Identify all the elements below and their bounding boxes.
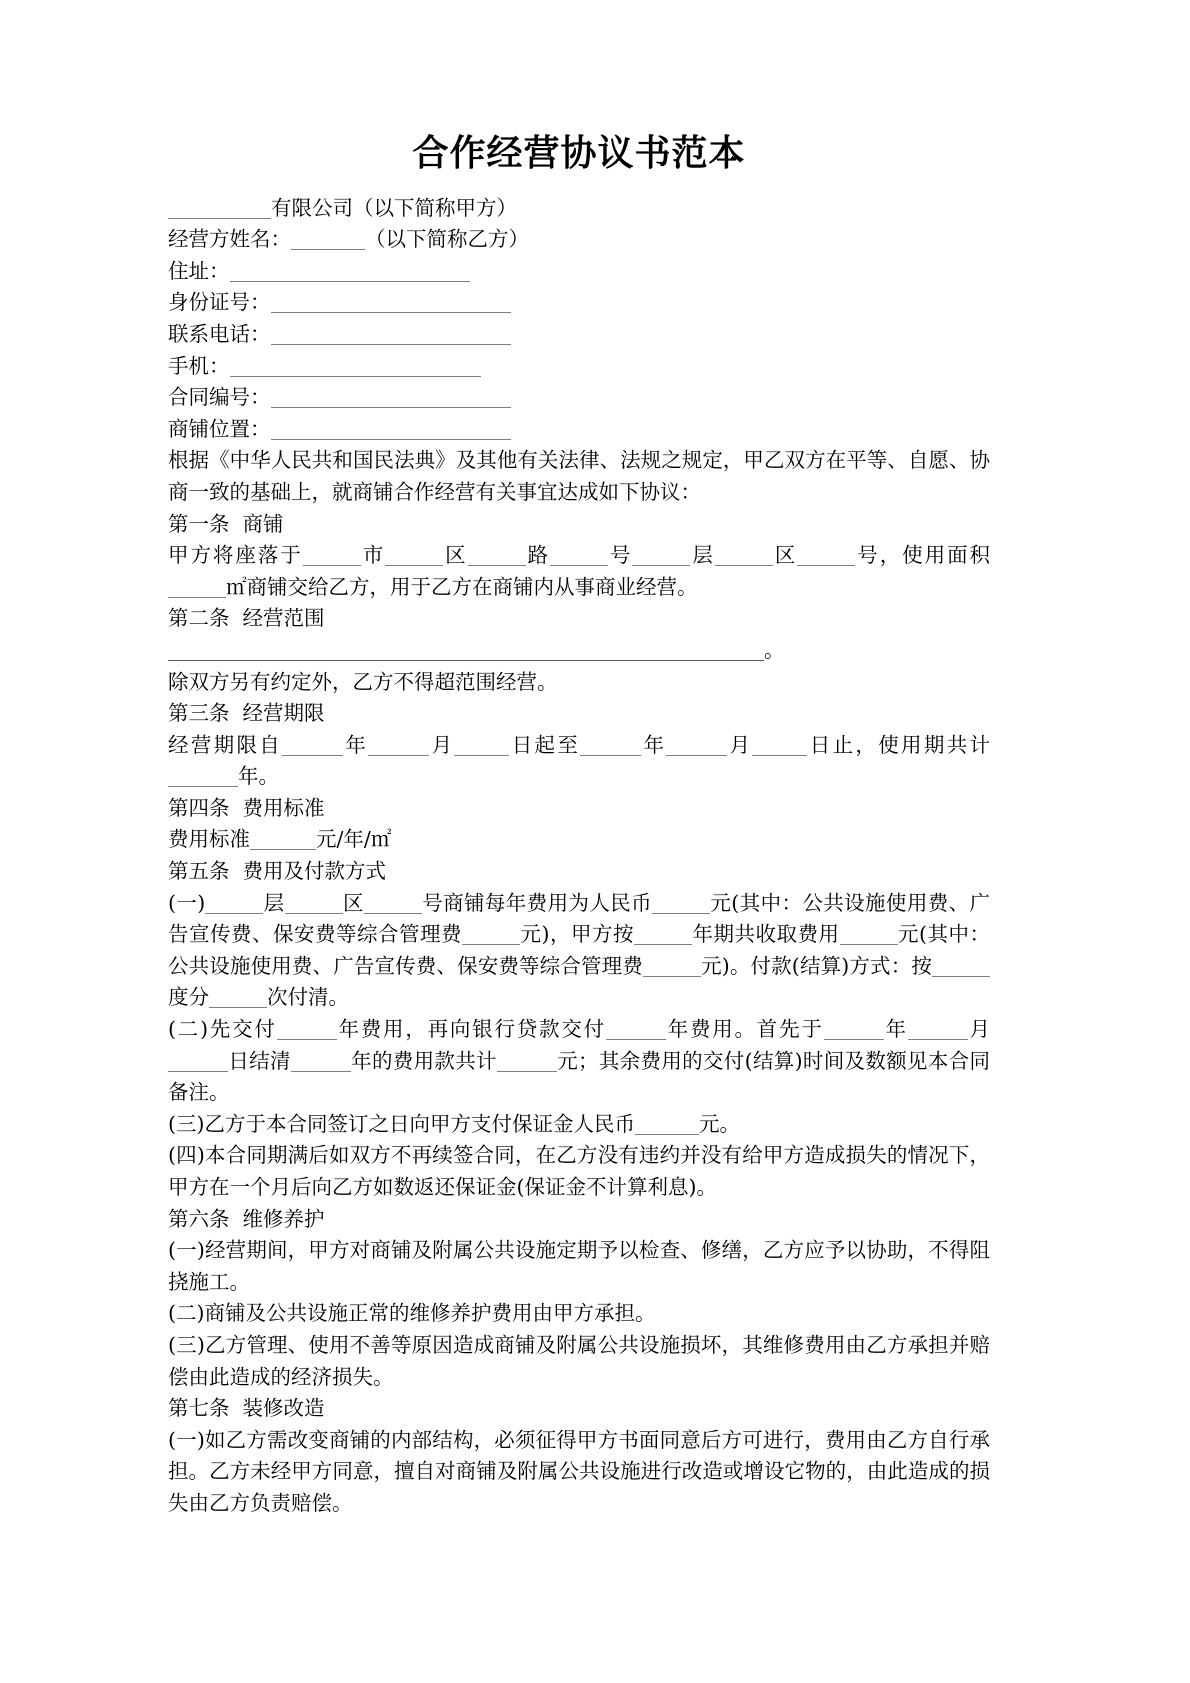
a5i3-t0: 乙方于本合同签订之日向甲方支付保证金人民币 [204,1111,635,1136]
a1-zone-blank[interactable] [715,543,773,566]
party-a-line [168,193,990,225]
a3-start-day-blank[interactable] [454,733,509,756]
article-1-body [168,540,990,603]
a5i1-t7: 元(其中：公共设施使用费、广告宣传费、保安费等综合管理费 [168,922,990,978]
a1-t4: 号 [608,543,633,568]
party-a-name-blank[interactable] [168,196,271,219]
article-7-item-1 [168,1425,990,1520]
article-5-heading: 第五条 费用及付款方式 [168,859,387,884]
a1-t2: 区 [443,543,468,568]
article-5-item-1 [168,888,990,1014]
a5i2-t3: 年 [883,1017,908,1042]
a3-start-year-blank[interactable] [282,733,343,756]
a1-t6: 区 [772,543,798,568]
a3-t4: 年 [641,732,667,757]
mobile-line [168,351,990,383]
a6i3-marker: (三) [168,1332,205,1357]
a5-total-fee-blank[interactable] [840,922,898,945]
a3-t0: 经营期限自 [168,732,283,757]
article-6-item-3 [168,1330,990,1393]
a1-t0: 甲方将座落于 [168,543,303,568]
a5i2-t0: 先交付 [208,1017,277,1042]
a5i1-t9: 度分 [168,985,209,1010]
a3-t1: 年 [343,732,369,757]
contact-phone-label: 联系电话： [168,321,271,346]
a5-deposit-blank[interactable] [635,1112,699,1135]
a1-t3: 路 [525,543,551,568]
a6i1-marker: (一) [168,1238,205,1263]
a3-t5: 月 [727,732,753,757]
party-b-name-blank[interactable] [291,227,365,250]
a5i1-t6: 年期共收取费用 [692,922,840,947]
article-3-heading: 第三条 经营期限 [168,701,325,726]
a3-t6: 日止，使用期共计 [807,732,991,757]
article-6-item-1 [168,1235,990,1298]
a1-t7: 号，使用面积 [855,543,991,568]
a5i2-t6: 年的费用款共计 [350,1048,497,1073]
a3-start-month-blank[interactable] [368,733,429,756]
a5-settle-year-blank[interactable] [824,1017,884,1040]
a3-end-day-blank[interactable] [752,733,807,756]
mobile-label: 手机： [168,353,230,378]
a5-floor-blank[interactable] [205,891,263,914]
a5-zone-blank[interactable] [285,891,343,914]
a5-settle-day-blank[interactable] [168,1049,228,1072]
a5i2-t7: 元；其余费用的交付(结算)时间及数额见本合同备注。 [168,1048,991,1105]
a5i1-t5: 元)，甲方按 [520,922,634,947]
article-5-item-2 [168,1014,990,1109]
a2-period: 。 [764,637,785,662]
a1-t5: 层 [690,543,715,568]
article-5-item-3 [168,1109,990,1141]
article-4-body [168,824,990,856]
article-6-item-2 [168,1298,990,1330]
a3-end-month-blank[interactable] [666,733,727,756]
shop-location-label: 商铺位置： [168,416,271,441]
a5-settle-years-blank[interactable] [291,1049,351,1072]
a5-payment-period-blank[interactable] [932,954,990,977]
a7i1-text: 如乙方需改变商铺的内部结构，必须征得甲方书面同意后方可进行，费用由乙方自行承担。乙方未经甲方同意，擅自对商铺及附属公共设施进行改造或增设它物的，由此造成的损失由乙方负责赔偿。 [168,1427,991,1515]
a5i2-t1: 年费用，再向银行贷款交付 [336,1017,606,1042]
a5-settle-month-blank[interactable] [908,1017,968,1040]
address-blank[interactable] [230,259,470,282]
preamble-paragraph: 根据《中华人民共和国民法典》及其他有关法律、法规之规定，甲乙双方在平等、自愿、协商一致的基础上，就商铺合作经营有关事宜达成如下协议： [168,448,990,504]
a1-area-blank[interactable] [168,575,226,598]
a4-t1: 元/年/㎡ [316,827,392,852]
article-6-heading: 第六条 维修养护 [168,1206,325,1231]
shop-location-line [168,414,990,446]
a1-district-blank[interactable] [385,543,443,566]
page-title: 合作经营协议书范本 [412,133,746,174]
a6i2-marker: (二) [168,1301,205,1326]
id-number-label: 身份证号： [168,290,271,315]
article-7-heading: 第七条 装修改造 [168,1396,325,1421]
a3-t3: 日起至 [509,732,581,757]
party-b-line [168,224,990,256]
mobile-blank[interactable] [230,354,481,377]
a1-t8: ㎡商铺交给乙方，用于乙方在商铺内从事商业经营。 [226,574,698,599]
article-1-heading: 第一条 商铺 [168,511,284,536]
a3-t2: 月 [429,732,455,757]
contact-phone-line [168,319,990,351]
contract-number-blank[interactable] [271,385,511,408]
a5-term-years-blank[interactable] [634,922,692,945]
a5i1-marker: (一) [168,890,206,915]
contract-number-label: 合同编号： [168,385,271,410]
a7i1-marker: (一) [168,1427,205,1452]
address-label: 住址： [168,258,230,283]
a5-unit-blank[interactable] [364,891,422,914]
a1-unit-blank[interactable] [797,543,855,566]
a5i3-t1: 元。 [699,1111,740,1136]
contact-phone-blank[interactable] [271,322,511,345]
a1-city-blank[interactable] [303,543,361,566]
party-b-suffix: （以下简称乙方） [365,227,529,252]
a5i3-marker: (三) [168,1111,205,1136]
a1-road-blank[interactable] [468,543,526,566]
article-2-note: 除双方另有约定外，乙方不得超范围经营。 [168,669,558,694]
a4-t0: 费用标准 [168,827,250,852]
a1-number-blank[interactable] [550,543,608,566]
article-3-body [168,730,990,793]
address-line [168,256,990,288]
a3-total-years-blank[interactable] [168,764,238,787]
id-number-line [168,287,990,319]
a3-end-year-blank[interactable] [580,733,641,756]
a1-t1: 市 [360,543,386,568]
a6i3-text: 乙方管理、使用不善等原因造成商铺及附属公共设施损坏，其维修费用由乙方承担并赔偿由此造成的经济损失。 [168,1332,991,1389]
party-a-suffix: 有限公司（以下简称甲方） [271,195,517,220]
a5i1-t4: 元(其中：公共设施使用费、广告宣传费、保安费等综合管理费 [168,890,990,947]
a5-loan-years-blank[interactable] [606,1017,666,1040]
article-2-heading: 第二条 经营范围 [168,606,325,631]
contract-number-line [168,382,990,414]
a6i2-text: 商铺及公共设施正常的维修养护费用由甲方承担。 [204,1301,656,1326]
a5i2-marker: (二) [168,1017,209,1042]
a4-rate-blank[interactable] [250,827,316,850]
a5-mgmt-fee-blank[interactable] [462,922,520,945]
a5i1-t3: 号商铺每年费用为人民币 [421,890,653,915]
a3-t7: 年。 [238,764,279,789]
a5i2-t4: 月 [967,1017,991,1042]
a5-prepay-years-blank[interactable] [277,1017,337,1040]
a5i1-t10: 次付清。 [267,985,349,1010]
a5-payment-times-blank[interactable] [209,985,267,1008]
a5i2-t5: 日结清 [228,1048,291,1073]
a5-annual-fee-blank[interactable] [652,891,710,914]
article-4-heading: 第四条 费用标准 [168,795,325,820]
shop-location-blank[interactable] [271,417,511,440]
a5i1-t8: 元)。付款(结算)方式：按 [700,953,932,978]
a5i2-t2: 年费用。首先于 [665,1017,824,1042]
id-number-blank[interactable] [271,290,511,313]
article-5-item-4 [168,1140,990,1203]
a5i1-t2: 区 [342,890,364,915]
document-content [168,130,990,1520]
a1-floor-blank[interactable] [632,543,690,566]
business-scope-blank[interactable] [168,638,764,661]
a5i4-text: 本合同期满后如双方不再续签合同，在乙方没有违约并没有给甲方造成损失的情况下，甲方在一个月后向乙方如数返还保证金(保证金不计算利息)。 [168,1143,991,1199]
party-b-label: 经营方姓名： [168,227,291,252]
a5i1-t1: 层 [263,890,285,915]
a5-total-mgmt-fee-blank[interactable] [643,954,701,977]
a6i1-text: 经营期间，甲方对商铺及附属公共设施定期予以检查、修缮，乙方应予以协助，不得阻挠施工。 [168,1238,991,1294]
article-2-scope-blank-line [168,635,990,667]
a5-settle-amount-blank[interactable] [497,1049,557,1072]
a5i4-marker: (四) [168,1143,205,1168]
